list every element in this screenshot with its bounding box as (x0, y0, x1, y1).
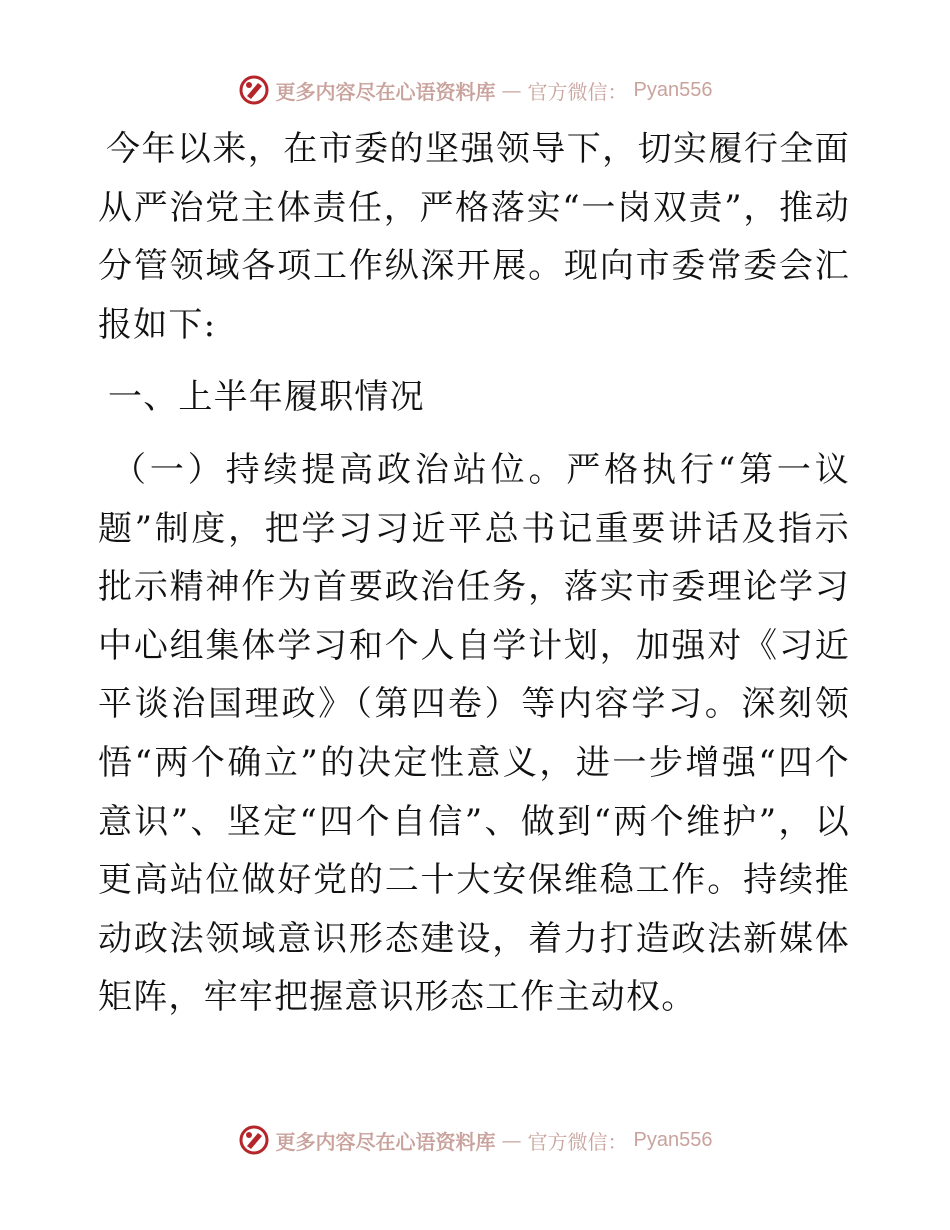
intro-paragraph: 今年以来，在市委的坚强领导下，切实履行全面从严治党主体责任，严格落实“一岗双责”，推动分管领域各项工作纵深开展。现向市委常委会汇报如下: (98, 129, 850, 345)
watermark-brand: 更多内容尽在心语资料库 (275, 1129, 496, 1154)
document-body (98, 120, 850, 1027)
watermark-label: 官方微信： (527, 79, 628, 104)
watermark-wechat-id: Pyan556 (633, 78, 713, 101)
brand-logo-icon (238, 74, 270, 106)
section-heading: 一、上半年履职情况 (108, 377, 425, 418)
footer-watermark (0, 1120, 950, 1160)
brand-logo-icon (238, 1124, 270, 1156)
header-watermark (0, 70, 950, 110)
watermark-dash: — (501, 78, 522, 102)
section-1-paragraph: （一）持续提高政治站位。严格执行“第一议题”制度，把学习习近平总书记重要讲话及指示批示精神作为首要政治任务，落实市委理论学习中心组集体学习和个人自学计划，加强对《习近平谈治国理政》（第四卷）等内容学习。深刻领悟“两个确立”的决定性意义，进一步增强“四个意识”、坚定“四个自信”、做到“两个维护”，以更高站位做好党的二十大安保维稳工作。持续推动政法领域意识形态建设，着力打造政法新媒体矩阵，牢牢把握意识形态工作主动权。 (98, 449, 850, 1018)
watermark-brand: 更多内容尽在心语资料库 (275, 79, 496, 104)
watermark-dash: — (501, 1128, 522, 1152)
watermark-wechat-id: Pyan556 (633, 1128, 713, 1151)
watermark-label: 官方微信： (527, 1129, 628, 1154)
